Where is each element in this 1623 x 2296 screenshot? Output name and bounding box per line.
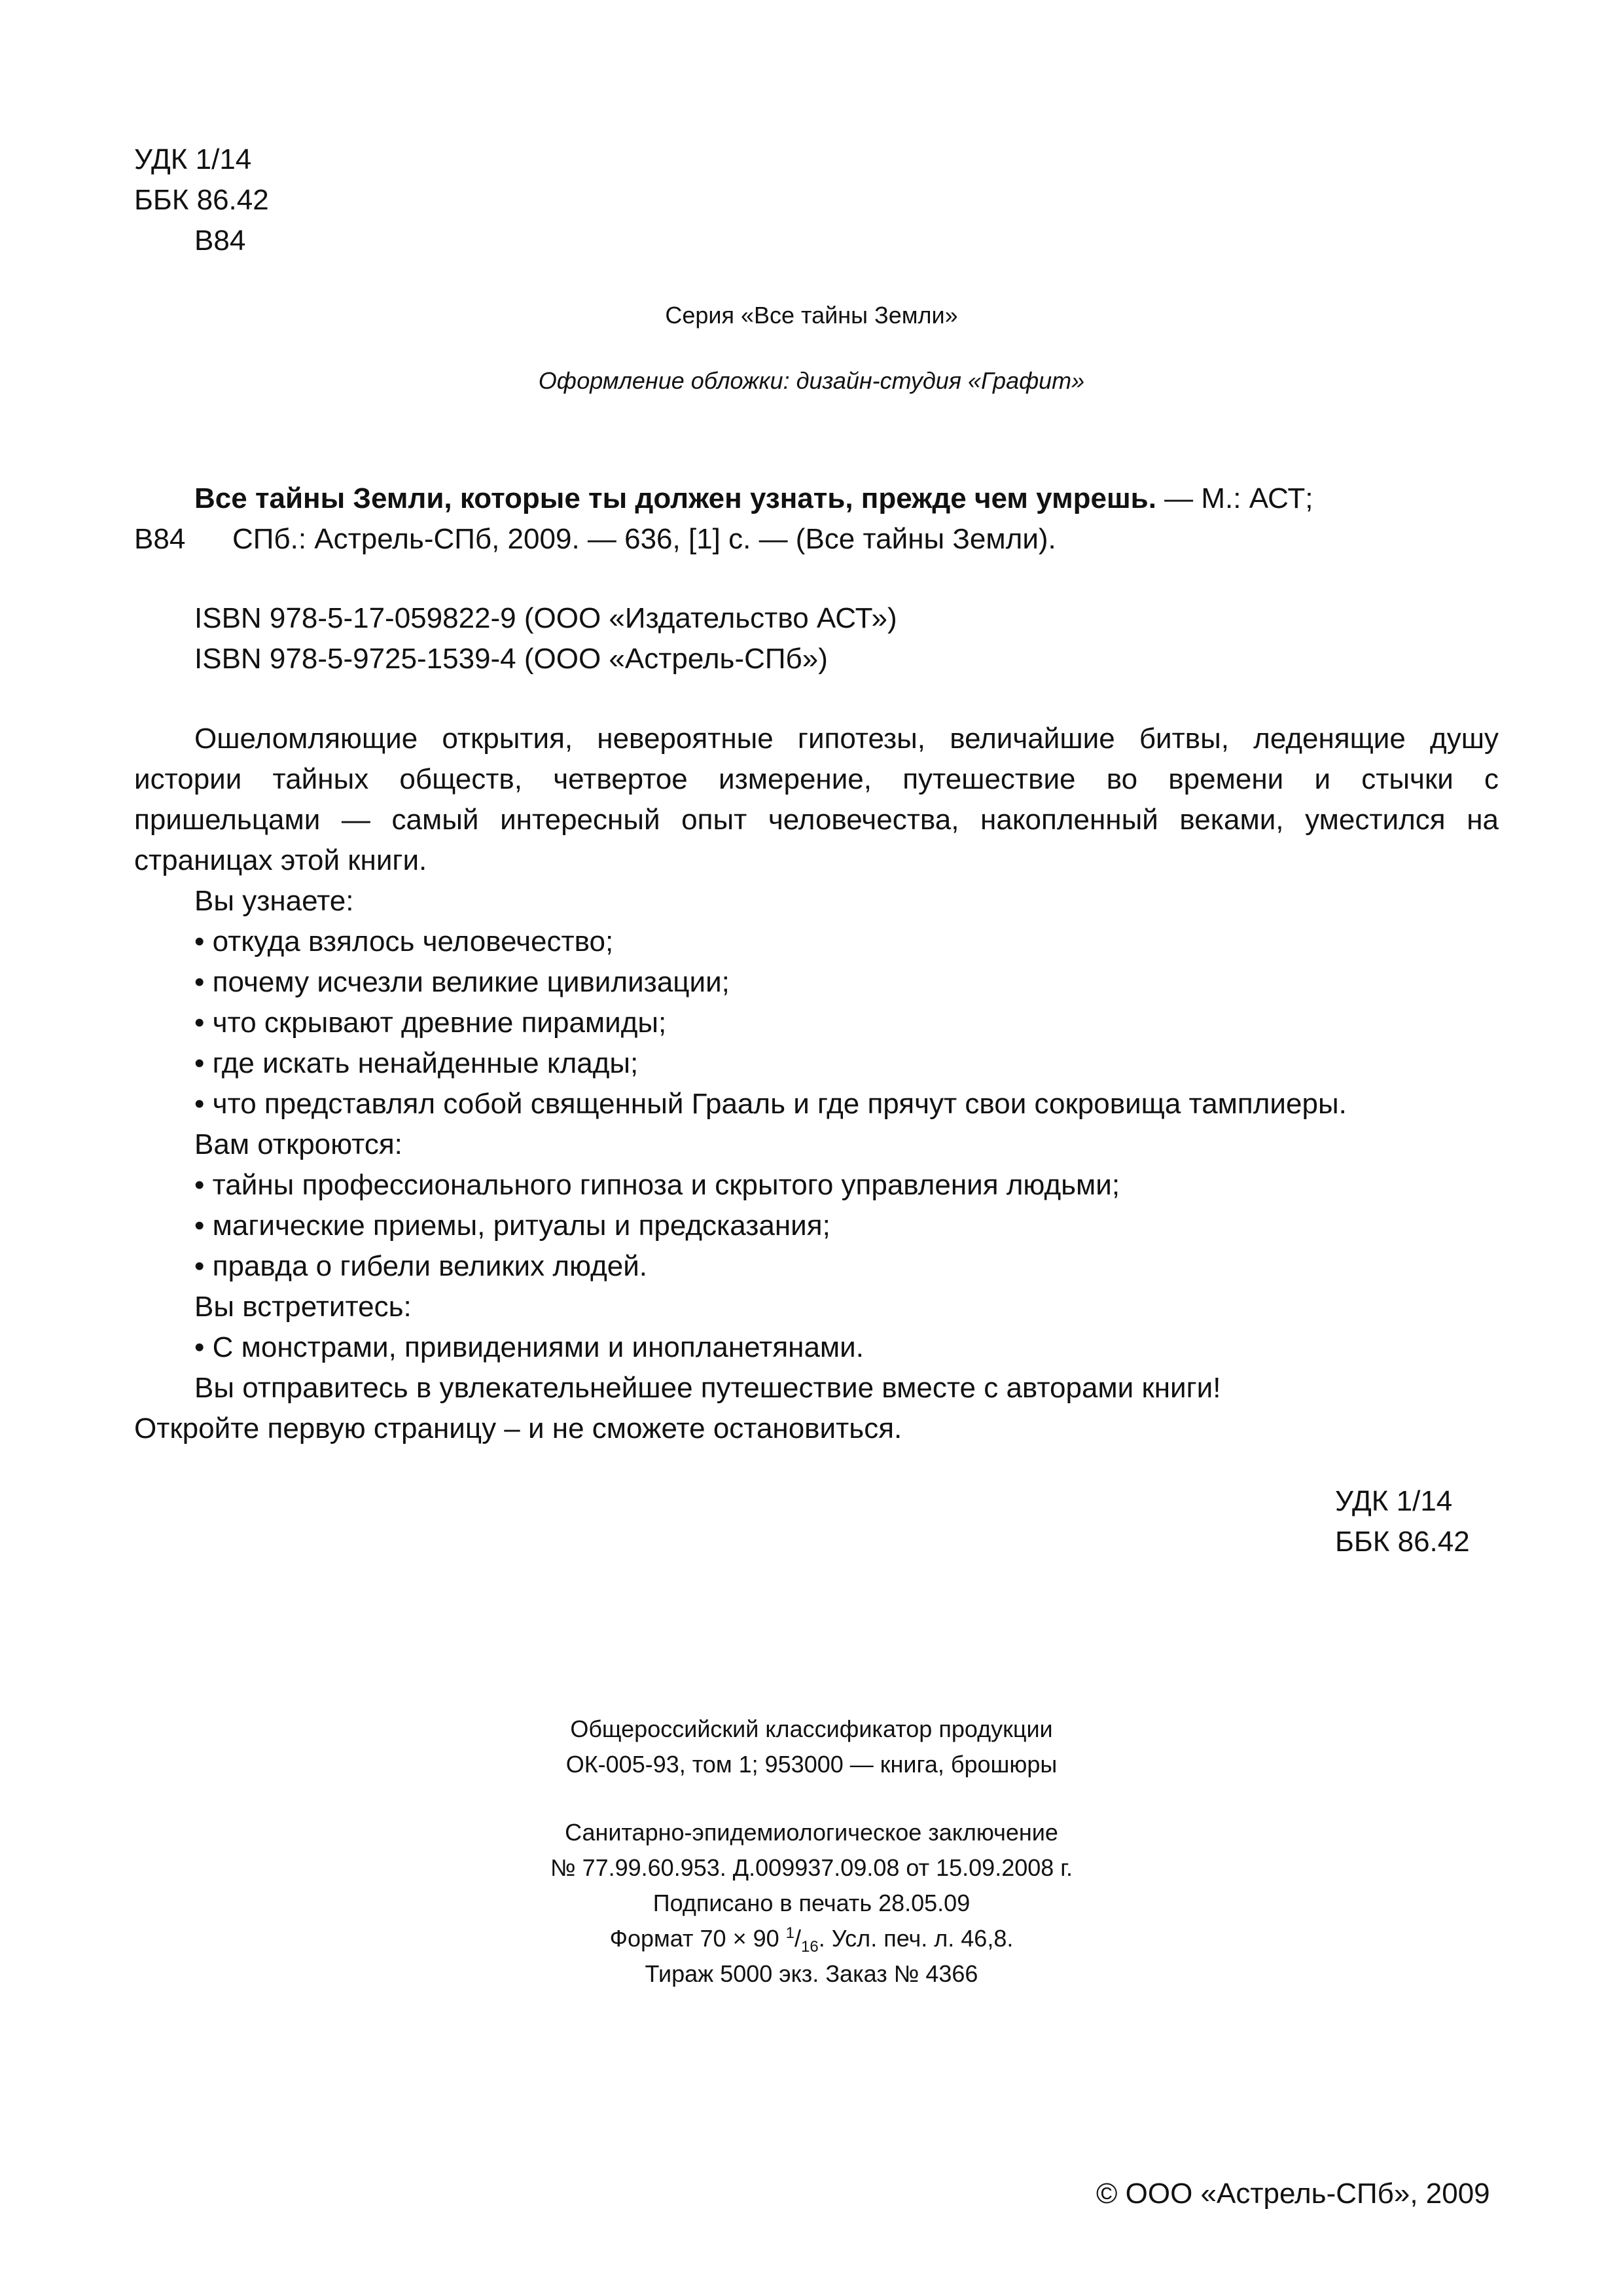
annotation-intro <box>134 719 1499 881</box>
citation-imprint-2: СПб.: Астрель-СПб, 2009. — 636, [1] с. — (Все тайны Земли). <box>232 523 1056 555</box>
footer-udk-code: УДК 1/14 <box>1335 1485 1453 1517</box>
intro-line: Ошеломляющие открытия, невероятные гипотезы, величайшие битвы, леденящие душу <box>194 723 1499 755</box>
copyright: © ООО «Астрель-СПб», 2009 <box>1096 2178 1490 2210</box>
citation-mark: В84 <box>134 523 186 555</box>
format-numerator: 1 <box>785 1924 794 1942</box>
list-item: • тайны профессионального гипноза и скрытого управления людьми; <box>194 1169 1120 1201</box>
book-title: Все тайны Земли, которые ты должен узнать, прежде чем умрешь. <box>194 482 1156 514</box>
cover-design-line: Оформление обложки: дизайн-студия «Графит» <box>538 367 1085 394</box>
list-item: • где искать ненайденные клады; <box>194 1047 639 1079</box>
learn-heading: Вы узнаете: <box>194 885 354 917</box>
citation-imprint-1: — М.: АСТ; <box>1156 482 1313 514</box>
meet-heading: Вы встретитесь: <box>194 1291 412 1323</box>
format-slash: / <box>794 1925 802 1952</box>
citation-line-1 <box>194 478 1313 519</box>
format-suffix: . Усл. печ. л. 46,8. <box>818 1925 1014 1952</box>
intro-line: истории тайных обществ, четвертое измерение, путешествие во времени и стычки с <box>134 763 1499 795</box>
series-line: Серия «Все тайны Земли» <box>665 302 958 329</box>
sanitary-line-2: № 77.99.60.953. Д.009937.09.08 от 15.09.2008 г. <box>550 1854 1073 1881</box>
intro-line: пришельцами — самый интересный опыт человечества, накопленный веками, уместился на <box>134 804 1499 836</box>
bbk-code: ББК 86.42 <box>134 184 269 216</box>
print-run: Тираж 5000 экз. Заказ № 4366 <box>645 1960 978 1987</box>
classifier-line-1: Общероссийский классификатор продукции <box>570 1715 1053 1742</box>
signed-date: Подписано в печать 28.05.09 <box>652 1890 971 1916</box>
format-denominator: 16 <box>801 1938 819 1956</box>
isbn-ast: ISBN 978-5-17-059822-9 (ООО «Издательство АСТ») <box>194 602 897 634</box>
open-heading: Вам откроются: <box>194 1128 402 1160</box>
list-item: • почему исчезли великие цивилизации; <box>194 966 730 998</box>
list-item: • что скрывают древние пирамиды; <box>194 1007 667 1039</box>
classifier-line-2: ОК-005-93, том 1; 953000 — книга, брошюры <box>565 1751 1058 1778</box>
author-mark: В84 <box>194 224 246 257</box>
list-item: • С монстрами, привидениями и инопланетянами. <box>194 1331 864 1363</box>
format-line <box>0 1921 1623 1956</box>
list-item: • что представлял собой священный Грааль и где прячут свои сокровища тамплиеры. <box>194 1088 1347 1120</box>
list-item: • правда о гибели великих людей. <box>194 1250 648 1282</box>
footer-bbk-code: ББК 86.42 <box>1335 1526 1470 1558</box>
format-prefix: Формат 70 × 90 <box>609 1925 786 1952</box>
udk-code: УДК 1/14 <box>134 143 252 175</box>
list-item: • магические приемы, ритуалы и предсказания; <box>194 1210 830 1242</box>
list-item: • откуда взялось человечество; <box>194 925 614 958</box>
intro-line: страницах этой книги. <box>134 844 427 876</box>
annotation-lists <box>194 881 1347 1408</box>
isbn-astrel: ISBN 978-5-9725-1539-4 (ООО «Астрель-СПб») <box>194 643 828 675</box>
closing-line-2: Откройте первую страницу – и не сможете остановиться. <box>134 1412 902 1444</box>
sanitary-line-1: Санитарно-эпидемиологическое заключение <box>565 1819 1058 1846</box>
closing-line-1: Вы отправитесь в увлекательнейшее путешествие вместе с авторами книги! <box>194 1372 1221 1404</box>
